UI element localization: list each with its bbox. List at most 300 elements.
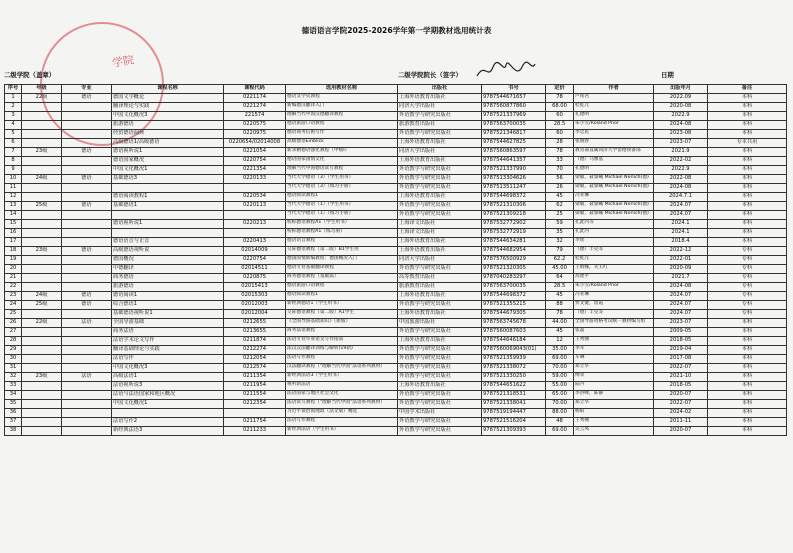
cell-remark: 本科 [708,354,787,363]
cell-course: 法语写作2 [112,417,224,426]
cell-grade [22,237,62,246]
cell-no: 32 [5,372,22,381]
cell-author: （德）丰克等 [574,309,654,318]
cell-no: 18 [5,246,22,255]
cell-code: 0211874 [224,336,286,345]
cell-author: 王炳娜，关玉红 [574,264,654,273]
cell-remark: 本科 [708,210,787,219]
cell-publisher: 上海外语教育出版社 [398,156,482,165]
cell-isbn: 9787513304626 [482,174,546,183]
cell-publisher: 高等教育出版社 [398,273,482,282]
cell-author: 张晓春 [574,138,654,147]
cell-code: 0221054 [224,147,286,156]
table-row [5,93,787,102]
cell-code: 02014511 [224,264,286,273]
cell-author: 梁敏，聂黎曦 Michael Nerlich(德) [574,183,654,192]
cell-remark: 本科 [708,156,787,165]
cell-author: 王秀丽 [574,417,654,426]
cell-grade: 23级 [22,372,62,381]
cell-date: 2024.7.1 [654,192,708,201]
cell-no: 23 [5,291,22,300]
cell-price: 62.2 [546,255,574,264]
cell-price: 69.00 [546,354,574,363]
cell-code: 0220975 [224,129,286,138]
cell-remark: 专科 [708,291,787,300]
cell-grade [22,309,62,318]
cell-major [62,390,112,399]
cell-grade [22,345,62,354]
cell-course [112,228,224,237]
cell-no: 37 [5,417,22,426]
cell-remark: 本科 [708,381,787,390]
cell-remark: 本科 [708,345,787,354]
cell-major [62,102,112,111]
table-row [5,300,787,309]
cell-course: 基础德语视听说1 [112,309,224,318]
cell-course: 旅游德语 [112,282,224,291]
cell-textbook: 新经典法语3（学生用书） [286,372,398,381]
column-header: 课程代码 [224,85,286,94]
cell-course: 中国文化概况1 [112,165,224,174]
cell-grade [22,120,62,129]
cell-isbn: 9787544646184 [482,336,546,345]
cell-price: 78 [546,147,574,156]
cell-author: 车琳 [574,354,654,363]
cell-publisher: 外语教学与研究出版社 [398,390,482,399]
table-row [5,381,787,390]
cell-grade: 23级 [22,147,62,156]
cell-major [62,354,112,363]
cell-isbn: 9787521337969 [482,111,546,120]
cell-grade: 24级 [22,174,62,183]
cell-major: 法语 [62,318,112,327]
cell-isbn: 9787521355215 [482,300,546,309]
cell-course: 德国概况 [112,255,224,264]
cell-code: 0220113 [224,201,286,210]
cell-publisher: 上海外语教育出版社 [398,291,482,300]
cell-course [112,408,224,417]
cell-remark: 本科 [708,237,787,246]
cell-price: 64 [546,273,574,282]
cell-no: 8 [5,156,22,165]
cell-major [62,426,112,435]
cell-publisher: 外语教学与研究出版社 [398,201,482,210]
cell-textbook: 高级德语Einblick [286,138,398,147]
cell-grade [22,282,62,291]
cell-date: 2023-07 [654,318,708,327]
cell-grade [22,255,62,264]
cell-code: 0221354 [224,165,286,174]
cell-textbook: 当代大学德语（3）（练习手册） [286,183,398,192]
cell-course: 中国文化概况3 [112,363,224,372]
cell-textbook: 德语商务信函写作 [286,129,398,138]
cell-course: 德语视听说1 [112,147,224,156]
cell-publisher: 外语教学与研究出版社 [398,300,482,309]
cell-major: 法语 [62,372,112,381]
cell-author: 全国导游资格考试统一教材编写组 [574,318,654,327]
cell-author: 孔此内 [574,228,654,237]
cell-publisher: 上海外语教育出版社 [398,246,482,255]
cell-author: 梁敏，聂黎曦 Michael Nerlich(德) [574,210,654,219]
column-header: 出版社 [398,85,482,94]
cell-author: 李忠民 [574,129,654,138]
cell-date: 2024.07 [654,210,708,219]
cell-code [224,408,286,417]
column-header: 定价 [546,85,574,94]
cell-isbn: 9787544671657 [482,93,546,102]
cell-author: 郑立华 [574,399,654,408]
cell-textbook: 新求精德语强化教程（中级I） [286,147,398,156]
cell-course: 高级法语1 [112,372,224,381]
cell-price: 12 [546,336,574,345]
cell-no: 35 [5,399,22,408]
cell-publisher: 外语教学与研究出版社 [398,183,482,192]
table-body [5,93,787,435]
cell-code: 0212354 [224,399,286,408]
table-row [5,246,787,255]
cell-price: 35 [546,228,574,237]
cell-code: 02015413 [224,282,286,291]
cell-grade: 23级 [22,246,62,255]
cell-publisher: 同济大学出版社 [398,102,482,111]
cell-no: 33 [5,381,22,390]
cell-major [62,255,112,264]
table-row [5,210,787,219]
cell-remark: 专科 [708,255,787,264]
cell-remark: 专科 [708,264,787,273]
cell-publisher: 同济大学出版社 [398,255,482,264]
cell-author: 李军 [574,345,654,354]
cell-textbook: 汉法翻译教程（"理解当代中国"法语系列教材） [286,363,398,372]
cell-author: 桂乾元 [574,102,654,111]
cell-isbn: 9787532772919 [482,228,546,237]
cell-price: 28.5 [546,282,574,291]
cell-no: 29 [5,345,22,354]
cell-code: 0220754 [224,156,286,165]
cell-price: 78 [546,93,574,102]
cell-date: 2020-08 [654,102,708,111]
cell-course [112,183,224,192]
cell-textbook: 德语专业基础翻译教程 [286,264,398,273]
cell-publisher: 外语教学与研究出版社 [398,129,482,138]
table-row [5,138,787,147]
cell-no: 26 [5,318,22,327]
cell-publisher: 同济大学出版社 [398,147,482,156]
cell-publisher: 上海外语教育出版社 [398,309,482,318]
cell-no: 24 [5,300,22,309]
cell-grade: 25级 [22,300,62,309]
cell-textbook: 法语国家与地区社会文化 [286,390,398,399]
cell-author: 朱小雪/Roland Prior [574,282,654,291]
cell-major [62,165,112,174]
cell-major [62,111,112,120]
date-label: 日期 [661,71,674,79]
cell-no: 19 [5,255,22,264]
cell-price: 56 [546,174,574,183]
cell-publisher: 外语教学与研究出版社 [398,363,482,372]
cell-major [62,282,112,291]
cell-remark: 本科 [708,219,787,228]
cell-course: 德语语音与正音 [112,237,224,246]
cell-publisher: 上海外语教育出版社 [398,138,482,147]
cell-major [62,210,112,219]
table-row [5,111,787,120]
cell-major [62,273,112,282]
cell-author: 桂乾元 [574,255,654,264]
table-row [5,417,787,426]
column-header: 专业 [62,85,112,94]
cell-textbook: 新编德汉翻译入门 [286,102,398,111]
cell-publisher: 外语教学与研究出版社 [398,174,482,183]
cell-no: 5 [5,129,22,138]
cell-date: 2024.1 [654,228,708,237]
cell-date: 2009-05 [654,327,708,336]
cell-price: 70 [546,165,574,174]
cell-course: 新经典法语3 [112,426,224,435]
handwritten-signature [475,60,537,82]
table-row [5,426,787,435]
cell-publisher: 外语教学与研究出版社 [398,264,482,273]
cell-textbook: 交际德语教程（第二版）A1学生 [286,309,398,318]
cell-grade [22,264,62,273]
document-title: 德语语言学院2025-2026学年第一学期教材选用统计表 [301,26,492,35]
cell-grade [22,399,62,408]
cell-textbook: 新经典德语1（学生用书） [286,300,398,309]
cell-major: 德语 [62,300,112,309]
cell-publisher: 外语教学与研究出版社 [398,165,482,174]
cell-grade [22,156,62,165]
cell-isbn: 9787521338041 [482,399,546,408]
cell-grade [22,426,62,435]
cell-publisher: 上海外语教育出版社 [398,381,482,390]
cell-date: 2024-08 [654,183,708,192]
cell-isbn: 9787521330250 [482,372,546,381]
cell-date: 2022.09 [654,93,708,102]
cell-code: 0220534 [224,192,286,201]
cell-grade [22,327,62,336]
cell-remark: 专科 [708,282,787,291]
column-header: 课程名称 [112,85,224,94]
cell-code: 0212274 [224,345,286,354]
cell-textbook: 新经典法语（学生用书） [286,426,398,435]
cell-code: 221574 [224,111,286,120]
cell-no: 38 [5,426,22,435]
cell-author: 杨阳 [574,408,654,417]
column-header: 作者 [574,85,654,94]
college-seal-label: 二级学院（盖章） [4,71,56,79]
table-row [5,363,787,372]
table-row [5,174,787,183]
textbook-table [4,84,787,436]
cell-grade: 25级 [22,201,62,210]
cell-publisher: 外语教学与研究出版社 [398,372,482,381]
cell-grade [22,417,62,426]
cell-code: 0221174 [224,93,286,102]
cell-price: 68.00 [546,102,574,111]
cell-remark: 本科 [708,111,787,120]
cell-author: 傅荣 [574,372,654,381]
table-row [5,147,787,156]
cell-isbn: 9787544651622 [482,381,546,390]
table-row [5,291,787,300]
cell-no: 12 [5,192,22,201]
cell-textbook: 法语专业毕业论文写作指南 [286,336,398,345]
cell-no: 16 [5,228,22,237]
cell-textbook: 当代大学德语（1）（学生用书） [286,201,398,210]
cell-author: 贾文键，詹霞 [574,300,654,309]
cell-no: 7 [5,147,22,156]
cell-isbn: 9787560069043(01) [482,345,546,354]
cell-publisher: 外语教学与研究出版社 [398,345,482,354]
cell-author: 王秀丽 [574,336,654,345]
cell-no: 22 [5,282,22,291]
cell-code: 0212655 [224,318,286,327]
cell-date: 2020-07 [654,426,708,435]
cell-grade: 22级 [22,318,62,327]
cell-grade [22,381,62,390]
column-header: 选用教材名称 [286,85,398,94]
cell-no: 9 [5,165,22,174]
cell-date: 2024.07 [654,300,708,309]
cell-author: 孔德明 [574,165,654,174]
cell-remark: 本科 [708,327,787,336]
cell-price: 78 [546,309,574,318]
table-row [5,327,787,336]
cell-remark: 本科 [708,228,787,237]
cell-isbn: 9787521318531 [482,390,546,399]
cell-course: 综合德语1 [112,300,224,309]
cell-grade [22,165,62,174]
cell-textbook: 理解当代中国德语读写教程 [286,165,398,174]
cell-remark: 本科 [708,165,787,174]
cell-date: 2023-07 [654,138,708,147]
cell-date: 2021-10 [654,372,708,381]
cell-textbook: 德语旅游口语教程 [286,282,398,291]
cell-publisher: 外语教学与研究出版社 [398,354,482,363]
cell-date: 2024.07 [654,309,708,318]
cell-remark: 本科 [708,336,787,345]
cell-course: 德语视听说1 [112,219,224,228]
cell-remark: 本科 [708,174,787,183]
column-header: 年级 [22,85,62,94]
cell-publisher: 上海译文出版社 [398,219,482,228]
cell-remark: 本科 [708,318,787,327]
cell-price: 60 [546,129,574,138]
cell-course: 经贸德语阅读 [112,129,224,138]
cell-textbook: 德语文学史教程 [286,93,398,102]
cell-course: 法语写作 [112,354,224,363]
cell-isbn: 9787532772902 [482,219,546,228]
cell-remark: 本科 [708,390,787,399]
cell-price: 45.00 [546,264,574,273]
cell-date: 2023-08 [654,129,708,138]
cell-isbn: 9787521320305 [482,264,546,273]
cell-remark: 专科 [708,273,787,282]
cell-code: 0220654/02014008 [224,138,286,147]
cell-publisher: 外语教学与研究出版社 [398,426,482,435]
cell-textbook: 视听新法语 [286,381,398,390]
table-row [5,318,787,327]
cell-date: 2022.9 [654,111,708,120]
cell-no: 25 [5,309,22,318]
cell-no: 21 [5,273,22,282]
stamp-text: 学院 [111,53,136,70]
cell-major [62,417,112,426]
cell-no: 36 [5,408,22,417]
cell-textbook: 校标德语教程A1（学生用书） [286,219,398,228]
cell-no: 3 [5,111,22,120]
cell-textbook: 德语旅游口语教程 [286,120,398,129]
table-row [5,408,787,417]
cell-price: 44.00 [546,318,574,327]
cell-author: 冯亚琳 [574,291,654,300]
cell-major [62,399,112,408]
cell-major [62,183,112,192]
table-row [5,345,787,354]
cell-textbook: 德语国家国情文化 [286,156,398,165]
cell-isbn: 9787563700035 [482,282,546,291]
cell-no: 11 [5,183,22,192]
cell-publisher: 上海译文出版社 [398,228,482,237]
cell-author: 朱小雪/Roland Prior [574,120,654,129]
cell-course: 全国导游基础 [112,318,224,327]
cell-price: 45 [546,327,574,336]
cell-price: 79 [546,246,574,255]
column-header: 序号 [5,85,22,94]
cell-major: 德语 [62,174,112,183]
table-row [5,165,787,174]
cell-date: 2024-02 [654,408,708,417]
table-header-row [5,85,787,94]
cell-author: 吴云凤 [574,426,654,435]
cell-no: 14 [5,210,22,219]
cell-date: 2018-05 [654,381,708,390]
cell-textbook: 理解当代中国汉德翻译教程 [286,111,398,120]
cell-grade [22,192,62,201]
cell-no: 1 [5,93,22,102]
cell-major [62,138,112,147]
cell-isbn: 9787521338072 [482,363,546,372]
cell-date: 2022.9 [654,165,708,174]
cell-no: 34 [5,390,22,399]
cell-isbn: 9787521309393 [482,426,546,435]
table-row [5,264,787,273]
cell-course: 商务法语 [112,327,224,336]
cell-publisher: 外语教学与研究出版社 [398,327,482,336]
cell-code: 0220575 [224,120,286,129]
cell-date: 2024.07 [654,291,708,300]
cell-remark: 本科 [708,93,787,102]
cell-isbn: 9787563700035 [482,120,546,129]
cell-isbn: 9787521309218 [482,210,546,219]
cell-author: 张晶 [574,327,654,336]
cell-publisher: 中国学术出版社 [398,408,482,417]
cell-remark: 本科 [708,102,787,111]
cell-publisher: 外语教学与研究出版社 [398,210,482,219]
cell-isbn: 9787521359939 [482,354,546,363]
cell-remark: 专科 [708,309,787,318]
cell-price: 28.5 [546,120,574,129]
cell-price: 26 [546,183,574,192]
cell-price: 48 [546,417,574,426]
cell-code: 02012004 [224,309,286,318]
cell-textbook: 《全国导游基础知识》（新版） [286,318,398,327]
cell-price: 35.00 [546,345,574,354]
cell-remark: 本科 [708,201,787,210]
cell-publisher: 旅游教育出版社 [398,120,482,129]
cell-grade [22,228,62,237]
cell-author: 陆丹 [574,381,654,390]
